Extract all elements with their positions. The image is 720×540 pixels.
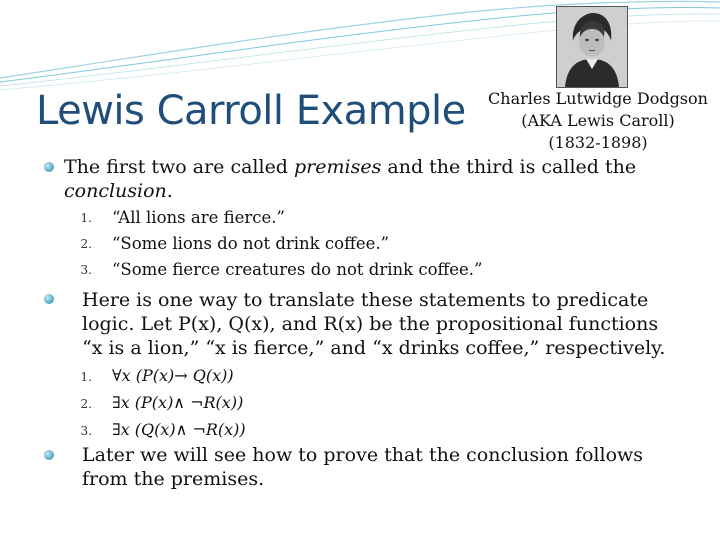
list-item-statement: “All lions are fierce.” bbox=[112, 208, 285, 227]
list-number: 3. bbox=[80, 424, 92, 438]
text-line: from the premises. bbox=[82, 468, 265, 490]
caption-name: Charles Lutwidge Dodgson bbox=[488, 89, 708, 108]
caption-years: (1832-1898) bbox=[548, 133, 648, 152]
list-number: 3. bbox=[80, 263, 92, 277]
list-item-statement: “Some fierce creatures do not drink coffee.” bbox=[112, 260, 483, 279]
caption-aka: (AKA Lewis Caroll) bbox=[521, 111, 675, 130]
list-number: 1. bbox=[80, 211, 92, 225]
bullet-premises-conclusion bbox=[64, 155, 684, 203]
term-conclusion: conclusion bbox=[64, 180, 167, 202]
bullet-later bbox=[82, 443, 712, 491]
list-number: 2. bbox=[80, 397, 92, 411]
list-item-statement: “Some lions do not drink coffee.” bbox=[112, 234, 390, 253]
portrait-caption bbox=[484, 88, 712, 154]
bullet-translation bbox=[82, 288, 712, 360]
list-number: 1. bbox=[80, 370, 92, 384]
text-segment: . bbox=[166, 180, 173, 202]
term-premises: premises bbox=[294, 156, 382, 178]
list-item-formula: ∃x (Q(x)∧ ¬R(x)) bbox=[112, 420, 246, 439]
bullet-icon bbox=[44, 162, 54, 172]
text-segment: and the third is called the bbox=[381, 156, 637, 178]
bullet-icon bbox=[44, 294, 54, 304]
list-item-formula: ∀x (P(x)→ Q(x)) bbox=[112, 366, 234, 385]
text-line: logic. Let P(x), Q(x), and R(x) be the propositional functions bbox=[82, 313, 659, 335]
portrait-drawing bbox=[557, 7, 627, 87]
text-line: Here is one way to translate these statements to predicate bbox=[82, 289, 649, 311]
portrait-image bbox=[556, 6, 628, 88]
text-segment: The first two are called bbox=[64, 156, 295, 178]
list-number: 2. bbox=[80, 237, 92, 251]
text-line: “x is a lion,” “x is fierce,” and “x drinks coffee,” respectively. bbox=[82, 337, 666, 359]
text-line: Later we will see how to prove that the conclusion follows bbox=[82, 444, 644, 466]
slide-title: Lewis Carroll Example bbox=[36, 88, 466, 134]
list-item-formula: ∃x (P(x)∧ ¬R(x)) bbox=[112, 393, 244, 412]
bullet-icon bbox=[44, 450, 54, 460]
